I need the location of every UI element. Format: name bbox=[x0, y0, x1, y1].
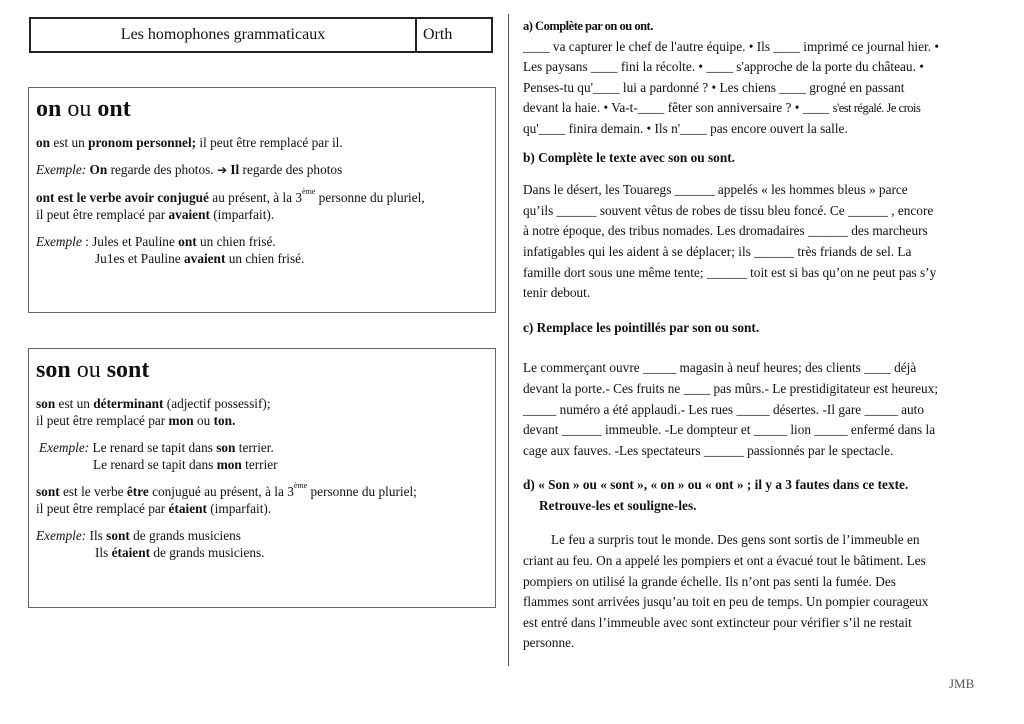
exercise-b-line: infatigables qui les aident à se déplacer; ils ______ très friands de sel. La bbox=[523, 243, 912, 259]
rule-heading-son-sont: son ou sont bbox=[36, 357, 150, 383]
exercise-d-line: Le feu a surpris tout le monde. Des gens sont sortis de l’immeuble en bbox=[551, 532, 920, 548]
exercise-c-line: cage aux fauves. -Les spectateurs ______ passionnés par le spectacle. bbox=[523, 442, 894, 458]
exercise-b-line: tenir debout. bbox=[523, 285, 591, 301]
exercise-c-line: devant la porte.- Ces fruits ne ____ pas mûrs.- Le prestidigitateur est heureux; bbox=[523, 380, 939, 396]
header-box bbox=[29, 17, 493, 53]
rule-box-on-ont bbox=[28, 87, 496, 313]
exercise-a-line: qu'____ finira demain. • Ils n'____ pas encore ouvert la salle. bbox=[523, 120, 848, 136]
rule-box-son-sont bbox=[28, 348, 496, 608]
rule-son-example: Exemple: Le renard se tapit dans son terrier. Le renard se tapit dans mon terrier bbox=[39, 440, 278, 472]
rule-heading-on-ont: on ou ont bbox=[36, 96, 131, 122]
exercise-a-line: Les paysans ____ fini la récolte. • ____ s'approche de la porte du château. • bbox=[523, 59, 924, 75]
exercise-a-line: devant la haie. • Va-t-____ fêter son anniversaire ? • ____ s'est régalé. Je crois bbox=[523, 100, 921, 116]
exercise-b-line: qu’ils ______ souvent vêtus de robes de tissu bleu foncé. Ce ______ , encore bbox=[523, 202, 934, 218]
author-initials: JMB bbox=[949, 676, 975, 691]
rule-sont-example: Exemple: Ils sont de grands musiciens Ils étaient de grands musiciens. bbox=[36, 528, 265, 560]
column-divider bbox=[508, 14, 509, 666]
exercise-a-line: Penses-tu qu'____ lui a pardonné ? • Les chiens ____ grogné en passant bbox=[523, 79, 905, 95]
exercise-d-instruction: Retrouve-les et souligne-les. bbox=[539, 497, 697, 513]
exercise-c-line: _____ numéro a été applaudi.- Les rues _____ désertes. -Il gare _____ auto bbox=[523, 401, 924, 417]
worksheet-title: Les homophones grammaticaux bbox=[31, 19, 417, 51]
exercise-d-line: flammes sont arrivées jusqu’au toit en peu de temps. Un pompier courageux bbox=[523, 594, 929, 610]
exercise-d-title: d) « Son » ou « sont », « on » ou « ont » ; il y a 3 fautes dans ce texte. bbox=[523, 477, 909, 493]
exercise-d-line: pompiers on utilisé la grande échelle. Ils n’ont pas senti la fumée. Des bbox=[523, 573, 896, 589]
exercise-b-line: famille dort sous une même tente; ______ toit est si bas qu’on ne peut pas s’y bbox=[523, 264, 937, 280]
rule-sont-definition: sont est le verbe être conjugué au présent, à la 3ème personne du pluriel; il peut être remplacé par étaient (imparfait). bbox=[36, 481, 417, 516]
exercise-d-line: criant au feu. On a appelé les pompiers et ont a évacué tout le bâtiment. Les bbox=[523, 553, 926, 569]
rule-on-example: Exemple: On regarde des photos. ➔ Il regarde des photos bbox=[36, 162, 343, 177]
exercises-column bbox=[523, 16, 979, 654]
exercise-d-line: personne. bbox=[523, 635, 575, 651]
exercise-b-line: Dans le désert, les Touaregs ______ appelés « les hommes bleus » parce bbox=[523, 182, 908, 198]
rule-ont-definition: ont est le verbe avoir conjugué au présent, à la 3ème personne du pluriel, il peut être remplacé par avaient (imparfait). bbox=[36, 187, 425, 222]
exercise-b-title: b) Complète le texte avec son ou sont. bbox=[523, 149, 735, 165]
rule-son-definition: son est un déterminant (adjectif possessif); il peut être remplacé par mon ou ton. bbox=[36, 396, 271, 428]
rule-on-definition: on est un pronom personnel; il peut être remplacé par il. bbox=[36, 135, 343, 150]
exercise-a-line: ____ va capturer le chef de l'autre équipe. • Ils ____ imprimé ce journal hier. • bbox=[523, 38, 940, 54]
exercise-a-title: a) Complète par on ou ont. bbox=[523, 19, 653, 33]
arrow-right-icon: ➔ bbox=[216, 163, 228, 177]
exercise-c-line: devant ______ immeuble. -Le dompteur et _____ lion _____ enfermé dans la bbox=[523, 422, 936, 438]
subject-label: Orth bbox=[423, 26, 453, 43]
exercise-b-line: à notre époque, des tribus nomades. Les dromadaires ______ des marcheurs bbox=[523, 223, 928, 239]
rule-ont-example: Exemple : Jules et Pauline ont un chien frisé. Ju1es et Pauline avaient un chien frisé. bbox=[36, 234, 305, 266]
exercise-c-line: Le commerçant ouvre _____ magasin à neuf heures; des clients ____ déjà bbox=[523, 360, 917, 376]
exercise-c-title: c) Remplace les pointillés par son ou sont. bbox=[523, 319, 760, 335]
exercise-d-line: est entré dans l’immeuble avec sont extincteur pour vérifier s’il ne restait bbox=[523, 614, 912, 630]
